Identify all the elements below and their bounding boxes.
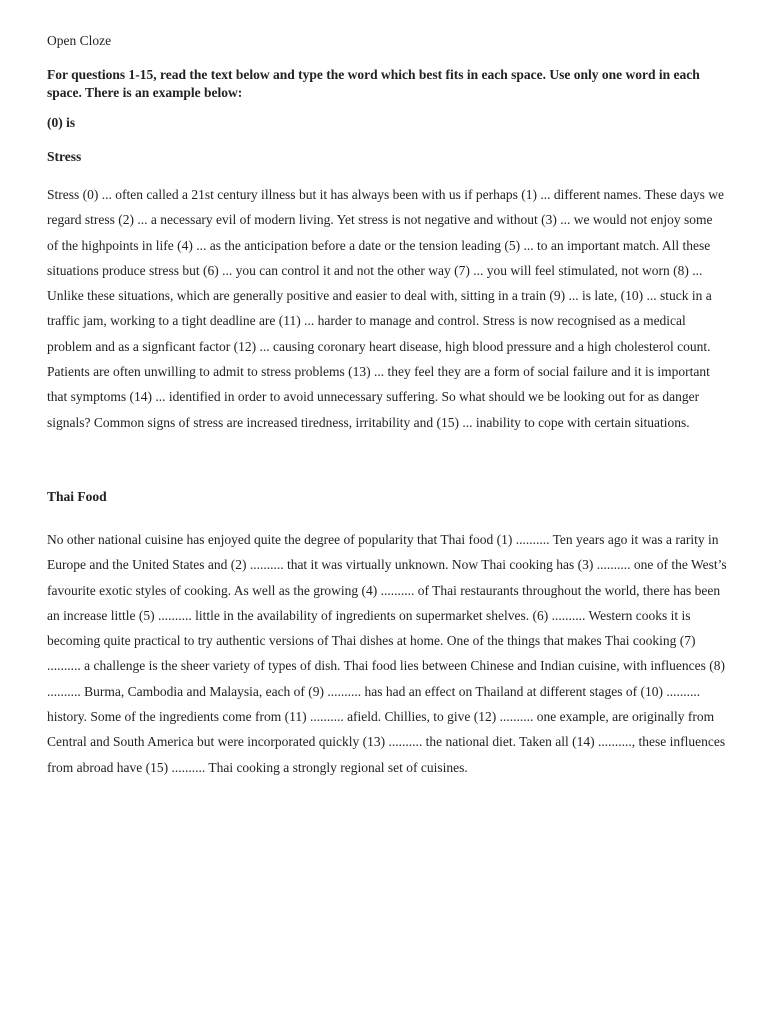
section-spacer [47, 435, 727, 488]
section-title-thai-food: Thai Food [47, 488, 107, 504]
document-page [47, 32, 727, 780]
document-heading: Open Cloze [47, 33, 112, 48]
example-answer: (0) is [47, 115, 76, 130]
instructions-text: For questions 1-15, read the text below and type the word which best fits in each space. Use only one word in each space. There is an example below: [47, 67, 700, 100]
section-title-stress: Stress [47, 149, 82, 164]
passage-thai-food: No other national cuisine has enjoyed quite the degree of popularity that Thai food (1) .......... Ten years ago it was a rarity in Europe and the United States and (2) .......... that it was virtually unknown. Now Thai cooking has (3) .......... one of the West’s favourite exotic styles of cooking. As well as the growing (4) .......... of Thai restaurants throughout the world, there has been an increase little (5) .......... little in the availability of ingredients on supermarket shelves. (6) .......... Western cooks it is becoming quite practical to try authentic versions of Thai dishes at home. One of the things that makes Thai cooking (7) .......... a challenge is the sheer variety of types of dish. Thai food lies between Chinese and Indian cuisine, with influences (8) .......... Burma, Cambodia and Malaysia, each of (9) .......... has had an effect on Thailand at different stages of (10) .......... history. Some of the ingredients come from (11) .......... afield. Chillies, to give (12) .......... one example, are originally from Central and South America but were incorporated quickly (13) .......... the national diet. Taken all (14) .........., these influences from abroad have (15) .......... Thai cooking a strongly regional set of cuisines. [47, 531, 727, 775]
passage-stress: Stress (0) ... often called a 21st century illness but it has always been with us if perhaps (1) ... different names. These days we regard stress (2) ... a necessary evil of modern living. Yet stress is not negative and without (3) ... we would not enjoy some of the highpoints in life (4) ... as the anticipation before a date or the tension leading (5) ... to an important match. All these situations produce stress but (6) ... you can control it and not the other way (7) ... you will feel stimulated, not worn (8) ... Unlike these situations, which are generally positive and easier to deal with, sitting in a train (9) ... is late, (10) ... stuck in a traffic jam, working to a tight deadline are (11) ... harder to manage and control. Stress is now recognised as a medical problem and as a signficant factor (12) ... causing coronary heart disease, high blood pressure and a high cholesterol count. Patients are often unwilling to admit to stress problems (13) ... they feel they are a form of social failure and it is important that symptoms (14) ... identified in order to avoid unnecessary suffering. So what should we be looking out for as danger signals? Common signs of stress are increased tiredness, irritability and (15) ... inability to cope with certain situations. [47, 187, 724, 430]
